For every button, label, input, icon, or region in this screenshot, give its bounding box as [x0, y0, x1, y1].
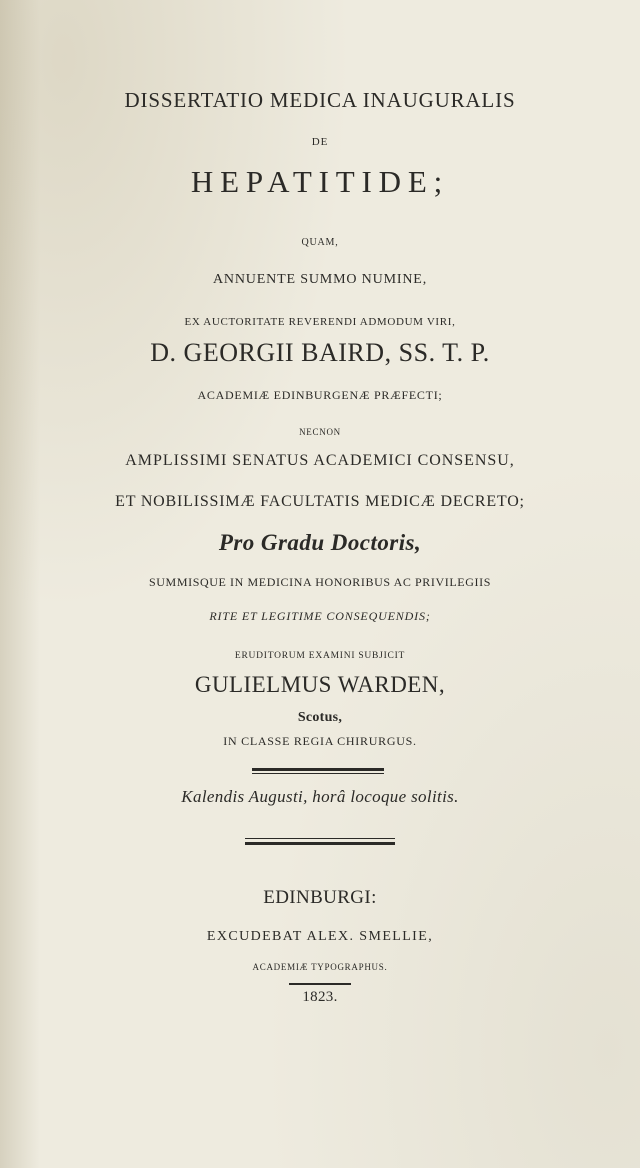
rule-lower-thick — [289, 983, 351, 985]
rule-middle-thin — [245, 838, 395, 839]
examini-line: ERUDITORUM EXAMINI SUBJICIT — [234, 651, 406, 661]
rule-upper-thin — [252, 773, 384, 774]
auctoritate-line: EX AUCTORITATE REVERENDI ADMODUM VIRI, — [184, 316, 456, 328]
classe-regia-line: IN CLASSE REGIA CHIRURGUS. — [223, 734, 417, 748]
academia-line: ACADEMIÆ EDINBURGENÆ PRÆFECTI; — [197, 388, 443, 402]
annuente-line: ANNUENTE SUMMO NUMINE, — [212, 272, 428, 287]
de-line: DE — [311, 136, 329, 148]
necnon-line: NECNON — [299, 427, 341, 437]
rule-middle-thick — [245, 842, 395, 845]
subject-title: HEPATITIDE; — [190, 164, 450, 199]
quam-line: QUAM, — [301, 237, 339, 248]
senatus-line: AMPLISSIMI SENATUS ACADEMICI CONSENSU, — [125, 452, 515, 469]
edinburgi-line: EDINBURGI: — [263, 887, 377, 908]
date-line: Kalendis Augusti, horâ locoque solitis. — [181, 787, 459, 806]
dissertation-heading: DISSERTATIO MEDICA INAUGURALIS — [124, 88, 516, 112]
author-name: GULIELMUS WARDEN, — [194, 672, 446, 697]
gradu-doctoris-line: Pro Gradu Doctoris, — [218, 530, 422, 555]
typographus-line: ACADEMIÆ TYPOGRAPHUS. — [252, 962, 388, 972]
printer-line: EXCUDEBAT ALEX. SMELLIE, — [206, 929, 434, 944]
praefectus-name: D. GEORGII BAIRD, SS. T. P. — [150, 338, 490, 367]
rule-upper-thick — [252, 768, 384, 771]
honoribus-line: SUMMISQUE IN MEDICINA HONORIBUS AC PRIVILEGIIS — [149, 575, 491, 589]
facultas-line: ET NOBILISSIMÆ FACULTATIS MEDICÆ DECRETO; — [115, 493, 525, 510]
consequendis-line: RITE ET LEGITIME CONSEQUENDIS; — [209, 609, 431, 623]
scotus-line: Scotus, — [297, 710, 343, 725]
year-line: 1823. — [302, 989, 338, 1005]
